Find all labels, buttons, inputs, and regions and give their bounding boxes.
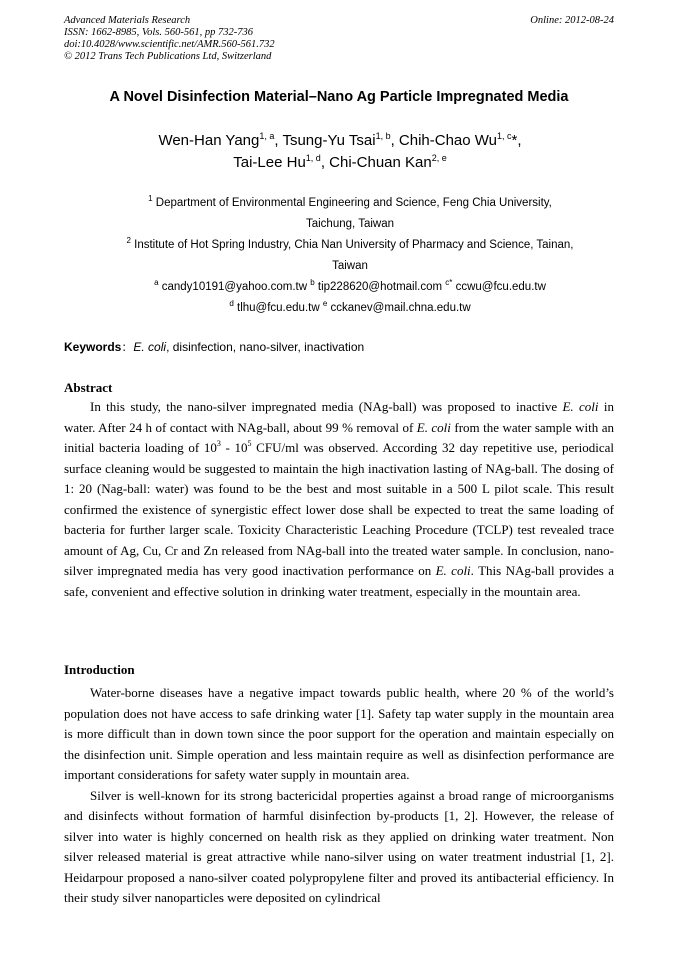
- journal-copyright: © 2012 Trans Tech Publications Ltd, Switzerland: [64, 51, 272, 62]
- intro-paragraph-2: Silver is well-known for its strong bactericidal properties against a broad range of microorganisms and disinfects without formation of harmful disinfection by-products [1, 2]. However, the release of silver into water is highly concerned on health risk as they applied on drinking water treatment. Non silver released material is great attractive while nano-silver using on water treatment industrial [1, 2]. Heidarpour proposed a nano-silver coated polypropylene filter and proved its antibacterial efficiency. In their study silver nanoparticles were deposited on cylindrical: [64, 787, 614, 905]
- email-list: [80, 277, 620, 319]
- introduction-heading: Introduction: [64, 662, 135, 677]
- abstract-heading: Abstract: [64, 380, 113, 395]
- author-name: , Tsung-Yu Tsai: [274, 132, 376, 149]
- email-mark: c*: [445, 278, 453, 287]
- intro-paragraph-1: Water-borne diseases have a negative impact towards public health, where 20 % of the world’s population does not have access to safe drinking water [1]. Safety tap water supply in the mountain area is more difficult than in down town since the poor support for the operation and maintain especially on the disinfection unit. Simple operation and less maintain require as well as disinfection performance are important considerations for safety water supply in mountain area.: [64, 685, 614, 782]
- email-link[interactable]: candy10191@yahoo.com.tw: [161, 281, 308, 293]
- keywords-sep: ：: [121, 340, 134, 354]
- author-name: Wen-Han Yang: [158, 132, 260, 149]
- corresponding-mark: *,: [511, 132, 522, 149]
- abstract-paragraph: [64, 397, 614, 602]
- author-affil-mark: 1, c: [497, 131, 512, 141]
- author-name: , Chi-Chuan Kan: [320, 154, 432, 171]
- email-link[interactable]: tip228620@hotmail.com: [317, 281, 443, 293]
- email-link[interactable]: cckanev@mail.chna.edu.tw: [330, 302, 471, 314]
- paper-title: A Novel Disinfection Material–Nano Ag Particle Impregnated Media: [109, 89, 569, 105]
- text-run: In this study, the nano-silver impregnated media (NAg-ball) was proposed to inactive: [90, 399, 563, 414]
- affil-text: Taichung, Taiwan: [305, 218, 394, 230]
- text-run: CFU/ml was observed. According 32 day repetitive use, periodical surface cleaning would be suggested to maintain the high inactivation lasting of NAg-ball. The dosing of 1: 20 (Nag-ball: water) was found to be the best and most suitable in a 500 L pilot scale. This result confirmed the existence of synergistic effect lower dose shall be expected to treat the same loading of bacteria for further larger scale. Toxicity Characteristic Leaching Procedure (TCLP) test revealed trace amount of Ag, Cu, Cr and Zn released from NAg-ball into the treated water sample. In conclusion, nano-silver impregnated media has very good inactivation performance on: [64, 440, 614, 578]
- text-run: . This NAg-ball provides a safe, convenient and effective solution in drinking water treatment, especially in the mountain area.: [64, 563, 614, 599]
- affil-number: 2: [126, 236, 131, 245]
- email-mark: b: [310, 278, 315, 287]
- journal-info: [64, 15, 275, 63]
- author-name: Tai-Lee Hu: [233, 154, 306, 171]
- affil-text: Department of Environmental Engineering and Science, Feng Chia University,: [155, 197, 552, 209]
- introduction-body: [64, 683, 614, 909]
- author-affil-mark: 1, b: [375, 131, 391, 141]
- affil-text: Institute of Hot Spring Industry, Chia Nan University of Pharmacy and Science, Tainan,: [134, 239, 574, 251]
- author-name: , Chih-Chao Wu: [390, 132, 498, 149]
- affil-number: 1: [148, 194, 153, 203]
- exponent: 5: [247, 439, 252, 448]
- online-date: Online: 2012-08-24: [530, 15, 614, 26]
- email-mark: a: [154, 278, 159, 287]
- species-italic: E. coli: [435, 563, 471, 578]
- keyword-italic: E. coli: [133, 340, 167, 354]
- keywords-label: Keywords: [64, 340, 122, 354]
- author-affil-mark: 2, e: [431, 153, 447, 163]
- text-run: - 10: [220, 440, 248, 455]
- author-line-1: [60, 130, 620, 152]
- affil-text: Taiwan: [332, 260, 368, 272]
- author-line-2: [60, 152, 620, 174]
- species-italic: E. coli: [416, 419, 451, 435]
- species-italic: E. coli: [562, 399, 599, 414]
- affiliation-2: [80, 235, 620, 277]
- abstract-body: [64, 397, 614, 602]
- journal-issn: ISSN: 1662-8985, Vols. 560-561, pp 732-736: [64, 27, 253, 38]
- affiliation-1: [80, 193, 620, 235]
- text-run: in water. After 24 h of contact with NAg-ball, about 99 % removal of: [64, 399, 614, 435]
- exponent: 3: [216, 439, 221, 448]
- keywords-line: [64, 339, 624, 355]
- email-link[interactable]: tlhu@fcu.edu.tw: [237, 302, 320, 314]
- text-run: from the water sample with an initial bacteria loading of 10: [64, 419, 614, 455]
- author-affil-mark: 1, a: [259, 131, 275, 141]
- email-link[interactable]: ccwu@fcu.edu.tw: [455, 281, 546, 293]
- email-mark: d: [229, 299, 234, 308]
- author-affil-mark: 1, d: [305, 153, 321, 163]
- keywords-rest: , disinfection, nano-silver, inactivation: [166, 340, 365, 354]
- email-mark: e: [322, 299, 328, 308]
- journal-name: Advanced Materials Research: [64, 15, 191, 26]
- journal-doi: doi:10.4028/www.scientific.net/AMR.560-561.732: [64, 39, 275, 50]
